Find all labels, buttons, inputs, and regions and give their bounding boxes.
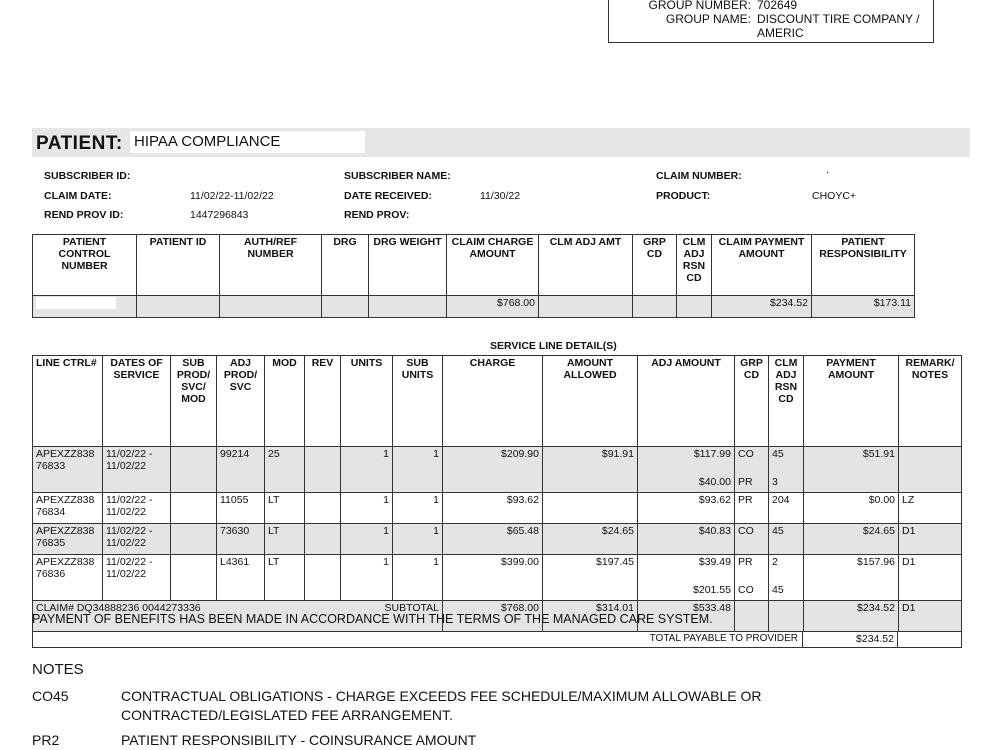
subscriber-name-label: SUBSCRIBER NAME:: [344, 170, 451, 182]
header-clm-adj-amt: CLM ADJ AMT: [539, 235, 633, 296]
claim-number: .: [826, 164, 829, 176]
service-line-table: [32, 355, 962, 632]
header-amount-allowed: AMOUNT ALLOWED: [543, 356, 638, 447]
subtotal-charge: $768.00: [443, 601, 543, 632]
group-name-line2: AMERIC: [757, 26, 804, 40]
subtotal-label: SUBTOTAL: [341, 601, 443, 632]
header-sub-units: SUB UNITS: [393, 356, 443, 447]
group-name-line1: DISCOUNT TIRE COMPANY /: [757, 12, 920, 26]
header-payment-amount: PAYMENT AMOUNT: [804, 356, 899, 447]
claim-date-label: CLAIM DATE:: [44, 190, 112, 202]
patient-name: HIPAA COMPLIANCE: [130, 131, 365, 153]
header-clm-adj-rsn-cd: CLM ADJ RSN CD: [769, 356, 804, 447]
header-drg: DRG: [322, 235, 369, 296]
patient-control-number-cell: [33, 296, 137, 318]
header-grp-cd: GRP CD: [735, 356, 769, 447]
note-code: CO45: [32, 688, 69, 704]
subscriber-id-label: SUBSCRIBER ID:: [44, 170, 131, 182]
date-received-label: DATE RECEIVED:: [344, 190, 432, 202]
rend-prov-id-label: REND PROV ID:: [44, 209, 124, 221]
patient-responsibility-amount: $173.11: [812, 296, 915, 318]
table-row: APEXZZ838 76836 11/02/22 - 11/02/22 L4361 LT 1 1 $399.00 $197.45 $39.49 $201.55 PR CO 2 45 $157.96 D1: [33, 555, 962, 601]
payment-statement: PAYMENT OF BENEFITS HAS BEEN MADE IN ACCORDANCE WITH THE TERMS OF THE MANAGED CARE SYSTEM.: [32, 612, 713, 626]
product: CHOYC+: [812, 190, 857, 202]
patient-label: PATIENT:: [36, 133, 123, 154]
subtotal-payment: $234.52: [804, 601, 899, 632]
note-text: CONTRACTED/LEGISLATED FEE ARRANGEMENT.: [121, 707, 453, 723]
table-row: APEXZZ838 76834 11/02/22 - 11/02/22 11055 LT 1 1 $93.62 $93.62 PR 204 $0.00 LZ: [33, 493, 962, 524]
date-received: 11/30/22: [480, 190, 521, 202]
header-patient-responsibility: PATIENT RESPONSIBILITY: [812, 235, 915, 296]
claim-reference: CLAIM# DQ34888236 0044273336: [33, 601, 341, 632]
header-charge: CHARGE: [443, 356, 543, 447]
table-row: APEXZZ838 76835 11/02/22 - 11/02/22 73630 LT 1 1 $65.48 $24.65 $40.83 CO 45 $24.65 D1: [33, 524, 962, 555]
rend-prov-id: 1447296843: [190, 209, 249, 221]
header-units: UNITS: [341, 356, 393, 447]
total-payable-table: [32, 631, 962, 648]
header-adj-amount: ADJ AMOUNT: [638, 356, 735, 447]
subtotal-adj: $533.48: [638, 601, 735, 632]
note-text: PATIENT RESPONSIBILITY - COINSURANCE AMOUNT: [121, 732, 477, 748]
header-claim-charge-amount: CLAIM CHARGE AMOUNT: [447, 235, 539, 296]
claim-date: 11/02/22-11/02/22: [190, 190, 274, 202]
total-payable-value: $234.52: [803, 632, 898, 648]
group-info-box: [608, 0, 934, 43]
claim-summary-table: [32, 234, 915, 318]
header-sub-prod-svc-mod: SUB PROD/ SVC/ MOD: [171, 356, 217, 447]
service-line-title: SERVICE LINE DETAIL(S): [490, 340, 617, 352]
header-patient-id: PATIENT ID: [137, 235, 220, 296]
header-rev: REV: [305, 356, 341, 447]
claim-number-label: CLAIM NUMBER:: [656, 170, 742, 182]
claim-charge-amount: $768.00: [447, 296, 539, 318]
subtotal-allowed: $314.01: [543, 601, 638, 632]
group-number: 702649: [757, 0, 798, 12]
redaction-mask: [36, 297, 116, 309]
notes-title: NOTES: [32, 661, 84, 678]
product-label: PRODUCT:: [656, 190, 711, 202]
group-number-label: GROUP NUMBER:: [648, 0, 751, 12]
header-drg-weight: DRG WEIGHT: [369, 235, 447, 296]
header-patient-control-number: PATIENT CONTROL NUMBER: [33, 235, 137, 296]
total-payable-label: TOTAL PAYABLE TO PROVIDER: [33, 632, 803, 648]
table-row: APEXZZ838 76833 11/02/22 - 11/02/22 99214 25 1 1 $209.90 $91.91 $117.99 $40.00 CO PR 45 3 $51.91: [33, 447, 962, 493]
header-remark-notes: REMARK/ NOTES: [899, 356, 962, 447]
header-adj-prod-svc: ADJ PROD/ SVC: [217, 356, 265, 447]
claim-payment-amount: $234.52: [712, 296, 812, 318]
note-code: PR2: [32, 732, 60, 748]
header-mod: MOD: [265, 356, 305, 447]
header-dates-of-service: DATES OF SERVICE: [103, 356, 171, 447]
header-grp-cd: GRP CD: [633, 235, 677, 296]
note-text: CONTRACTUAL OBLIGATIONS - CHARGE EXCEEDS FEE SCHEDULE/MAXIMUM ALLOWABLE OR: [121, 688, 762, 704]
header-claim-payment-amount: CLAIM PAYMENT AMOUNT: [712, 235, 812, 296]
subtotal-remark: D1: [899, 601, 962, 632]
group-name-label: GROUP NAME:: [665, 12, 751, 26]
header-auth-ref-number: AUTH/REF NUMBER: [220, 235, 322, 296]
header-clm-adj-rsn-cd: CLM ADJ RSN CD: [677, 235, 712, 296]
rend-prov-label: REND PROV:: [344, 209, 410, 221]
header-line-ctrl: LINE CTRL#: [33, 356, 103, 447]
